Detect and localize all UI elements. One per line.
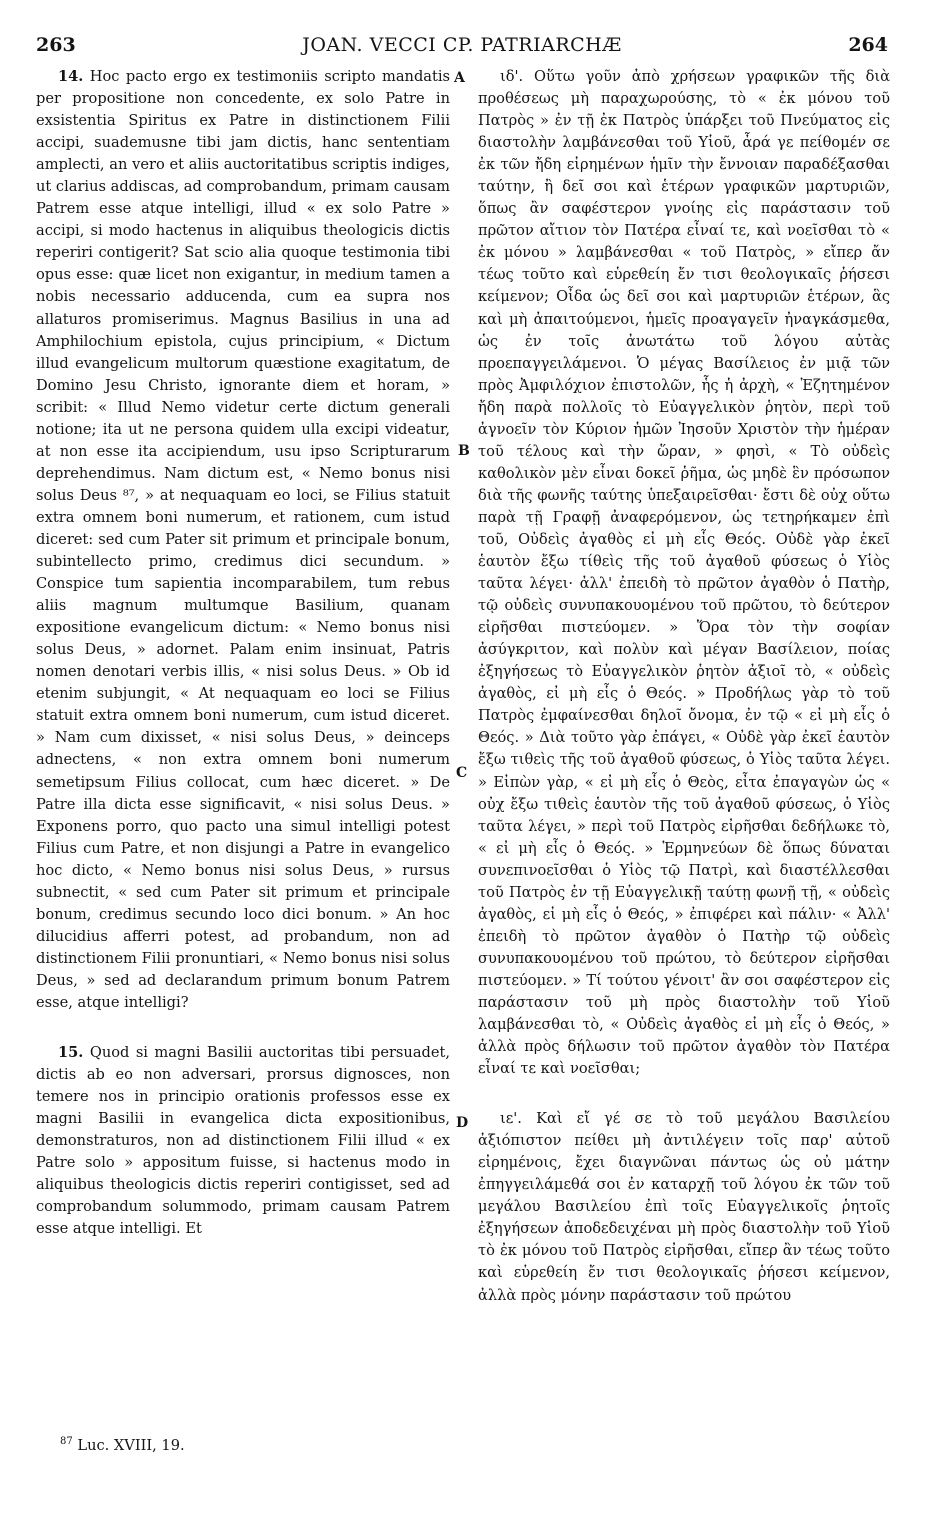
greek-column — [478, 66, 890, 1307]
section-number: 14. — [58, 68, 84, 85]
footnote-text: Luc. XVIII, 19. — [77, 1436, 185, 1454]
paragraph-text: Quod si magni Basilii auctoritas tibi persuadet, dictis ab eo non adversari, prorsus dignosces, non temere nos in principio orationis professos esse ex magni Basilii in evangelica dicta expositionibus, demonstraturos, non ad distinctionem Filii illud « ex Patre solo » appositum fuisse, si hactenus modo in aliquibus theologicis dictis reperiri contigisset, sed ad comprobandum solummodo, primam causam Patrem esse atque intelligi. Et — [36, 1044, 451, 1238]
page-number-left: 263 — [36, 34, 76, 56]
marginal-letter-d: D — [456, 1115, 469, 1131]
paragraph-text: Καὶ εἴ γέ σε τὸ τοῦ μεγάλου Βασιλείου ἀξιόπιστον πείθει μὴ ἀντιλέγειν τοῖς παρ' αὐτοῦ εἰρημένοις, ἔχει διαγνῶναι πάντως ὡς οὐ μάτην ἐπηγγειλάμεθά σοι ἐν καταρχῇ τοῦ λόγου ἐκ τῶν τοῦ μεγάλου Βασιλείου ἐπὶ τοῖς Εὐαγγελικοῖς ῥητοῖς ἐξηγήσεων ἀποδεδειχέναι μὴ πρὸς διαστολὴν τοῦ Υἱοῦ τὸ ἐκ μόνου τοῦ Πατρὸς εἰρῆσθαι, εἴπερ ἂν τέως τοῦτο καὶ εὑρεθείη ἔν τισι θεολογικαῖς ῥήσεσι κείμενον, ἀλλὰ πρὸς μόνην παράστασιν τοῦ πρώτου — [478, 1110, 890, 1304]
greek-paragraph-15 — [478, 1108, 890, 1306]
page-number-right: 264 — [848, 34, 888, 56]
section-number: 15. — [58, 1044, 84, 1062]
marginal-letter-a: A — [454, 70, 465, 86]
greek-paragraph-14 — [478, 66, 890, 1080]
section-number: ιδ'. — [500, 68, 524, 85]
running-header — [36, 30, 888, 60]
paragraph-text: Οὕτω γοῦν ἀπὸ χρήσεων γραφικῶν τῆς διὰ προθέσεως μὴ παραχωρούσης, τὸ « ἐκ μόνου τοῦ Πατρὸς » ἐν τῇ ἐκ Πατρὸς ὑπάρξει τοῦ Πνεύματος εἰς διαστολὴν λαμβάνεσθαι τοῦ Υἱοῦ, ἆρά γε πείθομέν σε ἐκ τῶν ἤδη εἰρημένων ἡμῖν τὴν ἔννοιαν παραδέξασθαι ταύτην, ἢ δεῖ σοι καὶ ἑτέρων γραφικῶν μαρτυριῶν, ὅπως ἂν σαφέστερον γνοίης εἰς παράστασιν τοῦ πρῶτον αἴτιον τὸν Πατέρα εἶναί τε, καὶ νοεῖσθαι τὸ « ἐκ μόνου » λαμβάνεσθαι « τοῦ Πατρὸς, » εἴπερ ἄν τέως τοῦτο καὶ εὑρεθείη ἔν τισι θεολογικαῖς ῥήσεσι κείμενον; Οἶδα ὡς δεῖ σοι καὶ μαρτυριῶν ἑτέρων, ἃς καὶ μὴ ἀπαιτούμενοι, ἡμεῖς προαγαγεῖν ἠναγκάσμεθα, ὡς ἐν τοῖς ἀνωτάτω τοῦ λόγου αὐτὰς προεπαγγειλάμενοι. Ὁ μέγας Βασίλειος ἐν μιᾷ τῶν πρὸς Ἀμφιλόχιον ἐπιστολῶν, ἧς ἡ ἀρχὴ, « Ἐζητημένον ἤδη παρὰ πολλοῖς τὸ Εὐαγγελικὸν ῥητὸν, περὶ τοῦ ἀγνοεῖν τὸν Κύριον ἡμῶν Ἰησοῦν Χριστὸν τὴν ἡμέραν τοῦ τέλους καὶ τὴν ὥραν, » φησὶ, « Τὸ οὐδεὶς καθολικὸν μὲν εἶναι δοκεῖ ῥῆμα, ὡς μηδὲ ἓν πρόσωπον διὰ τῆς φωνῆς ταύτης ὑπεξαιρεῖσθαι· ἔστι δὲ οὐχ οὕτω παρὰ τῇ Γραφῇ ἀναφερόμενον, ὡς τετηρήκαμεν ἐπὶ τοῦ, Οὐδεὶς ἀγαθὸς εἰ μὴ εἷς Θεός. Οὐδὲ γὰρ ἐκεῖ ἑαυτὸν ἔξω τίθεὶς τῆς τοῦ ἀγαθοῦ φύσεως ὁ Υἱὸς ταῦτα λέγει· ἀλλ' ἐπειδὴ τὸ πρῶτον ἀγαθὸν ὁ Πατὴρ, τῷ οὐδεὶς συνυπακουομένου τοῦ πρῶτου, τὸ δεύτερον εἰρῆσθαι πιστεύομεν. » Ὅρα τὸν τὴν σοφίαν ἀσύγκριτον, καὶ πολὺν καὶ μέγαν Βασίλειον, ποίας ἐξηγήσεως τὸ Εὐαγγελικὸν ῥητὸν ἀξιοῖ τὸ, « οὐδεὶς ἀγαθὸς, εἰ μὴ εἷς ὁ Θεός. » Προδήλως γὰρ τὸ τοῦ Πατρὸς ἐμφαίνεσθαι δηλοῖ ὄνομα, ἐν τῷ « εἰ μὴ εἷς ὁ Θεός. » Διὰ τοῦτο γὰρ ἐπάγει, « Οὐδὲ γὰρ ἐκεῖ ἑαυτὸν ἔξω τιθεὶς τῆς τοῦ ἀγαθοῦ φύσεως, ὁ Υἱὸς ταῦτα λέγει. » Εἰπὼν γὰρ, « εἰ μὴ εἷς ὁ Θεὸς, εἶτα ἐπαγαγὼν ὡς « οὐχ ἔξω τιθεὶς ἑαυτὸν τῆς τοῦ ἀγαθοῦ φύσεως, ὁ Υἱὸς ταῦτα λέγει, » περὶ τοῦ Πατρὸς εἰρῆσθαι δεδήλωκε τὸ, « εἰ μὴ εἷς ὁ Θεός. » Ἑρμηνεύων δὲ ὅπως δύναται συνεπινοεῖσθαι ὁ Υἱὸς τῷ Πατρὶ, καὶ διαστέλλεσθαι τοῦ Πατρὸς ἐν τῇ Εὐαγγελικῇ ταύτῃ φωνῇ τῇ, « οὐδεὶς ἀγαθὸς, εἰ μὴ εἷς ὁ Θεός, » ἐπιφέρει καὶ πάλιν· « Ἀλλ' ἐπειδὴ τὸ πρῶτον ἀγαθὸν ὁ Πατὴρ τῷ οὐδεὶς συνυπακουομένου τοῦ πρώτου, τὸ δεύτερον εἰρῆσθαι πιστεύομεν. » Τί τούτου γένοιτ' ἂν σοι σαφέστερον εἰς παράστασιν τοῦ μὴ πρὸς διαστολὴν τοῦ Υἱοῦ λαμβάνεσθαι τὸ, « Οὐδεὶς ἀγαθὸς εἰ μὴ εἷς ὁ Θεός, » ἀλλὰ πρὸς δήλωσιν τοῦ πρῶτον ἀγαθὸν τὸν Πατέρα εἶναί τε καὶ νοεῖσθαι; — [478, 68, 891, 1078]
latin-paragraph-14 — [36, 66, 450, 1014]
marginal-letter-c: C — [456, 765, 468, 781]
section-number: ιε'. — [500, 1110, 522, 1128]
latin-column — [36, 66, 450, 1240]
paragraph-text: Hoc pacto ergo ex testimoniis scripto mandatis per propositione non concedente, ex solo Patre in exsistentia Spiritus ex Patre in distinctionem Filii accipi, suademusne tibi jam dictis, hanc sententiam amplecti, an vero et aliis auctoritatibus scriptis indiges, ut clarius addiscas, ad comprobandum, primam causam Patrem esse atque intelligi, illud « ex solo Patre » accipi, si modo hactenus in aliquibus theologicis dictis reperiri contigerit? Sat scio alia quoque testimonia tibi opus esse: quæ licet non exigantur, in medium tamen a nobis necessario adducenda, cum ea supra nos allaturos promiserimus. Magnus Basilius in una ad Amphilochium epistola, cujus principium, « Dictum illud evangelicum multorum quæstione exagitatum, de Domino Jesu Christo, ignorante diem et horam, » scribit: « Illud Nemo videtur certe dictum generali notione; ita ut ne persona quidem ulla excipi videatur, at non esse ita accipiendum, usu ipso Scripturarum deprehendimus. Nam dictum est, « Nemo bonus nisi solus Deus ⁸⁷, » at nequaquam eo loci, se Filius statuit extra omnem boni numerum, et rationem, cum istud diceret: sed cum Pater sit primum et principale bonum, subintellecto primo, credimus dici secundum. » Conspice tum sapientia incomparabilem, tum rebus aliis magnum multumque Basilium, quanam expositione evangelicum dictum: « Nemo bonus nisi solus Deus, » adornet. Palam enim insinuat, Patris nomen denotari verbis illis, « nisi solus Deus. » Ob id etenim subjungit, « At nequaquam eo loci se Filius statuit extra omnem boni numerum, cum istud diceret. » Nam cum dixisset, « nisi solus Deus, » deinceps adnectens, « non extra omnem boni numerum semetipsum Filius collocat, cum hæc diceret. » De Patre illa dicta esse significavit, « nisi solus Deus. » Exponens porro, quo pacto una simul intelligi potest Filius cum Patre, et non disjungi a Patre in evangelico hoc dicto, « Nemo bonus nisi solus Deus, » rursus subnectit, « sed cum Pater sit primum et principale bonum, credimus secundo loco dici bonum. » An hoc dilucidius afferri potest, ad probandum, non ad distinctionem Filii pronuntiari, « Nemo bonus nisi solus Deus, » sed ad declarandum primum bonum Patrem esse, atque intelligi? — [36, 68, 451, 1011]
running-title: JOAN. VECCI CP. PATRIARCHÆ — [302, 34, 622, 56]
footnote — [60, 1436, 185, 1454]
footnote-mark: 87 — [60, 1436, 73, 1447]
marginal-letter-b: B — [458, 443, 470, 459]
latin-paragraph-15 — [36, 1042, 450, 1240]
